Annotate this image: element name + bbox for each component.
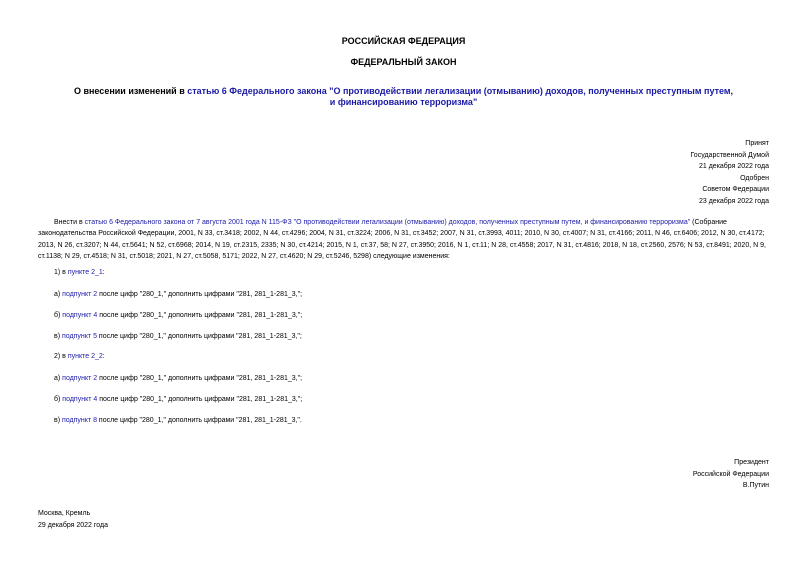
item-2a (54, 375, 302, 382)
adoption-block (690, 138, 769, 207)
item-2c-prefix: в) (54, 417, 62, 424)
item-2b-prefix: б) (54, 396, 63, 403)
item-2c-link[interactable]: подпункт 8 (62, 417, 97, 424)
item-1-prefix: 1) в (54, 269, 68, 276)
item-1b-link[interactable]: подпункт 4 (62, 312, 98, 319)
adopted-by: Государственной Думой (690, 151, 769, 159)
adopted-label: Принят (745, 140, 769, 147)
approved-label: Одобрен (740, 174, 769, 182)
item-2-prefix: 2) в (54, 353, 68, 360)
intro-prefix: Внести в (54, 219, 85, 226)
item-2a-link[interactable]: подпункт 2 (62, 375, 98, 382)
item-2c-text: после цифр "280_1," дополнить цифрами "281, 281_1-281_3,". (96, 417, 302, 424)
item-1c-prefix: в) (54, 333, 62, 340)
item-1a-prefix: а) (54, 291, 63, 298)
signing-date: 29 декабря 2022 года (38, 521, 109, 529)
item-1a-link[interactable]: подпункт 2 (62, 291, 98, 298)
document-type-heading: ФЕДЕРАЛЬНЫЙ ЗАКОН (350, 57, 457, 67)
country-heading: РОССИЙСКАЯ ФЕДЕРАЦИЯ (341, 36, 466, 46)
approved-by: Советом Федерации (702, 186, 769, 193)
law-title (70, 86, 737, 108)
item-1a (54, 291, 302, 298)
item-2b (54, 396, 302, 403)
item-1c-text: после цифр "280_1," дополнить цифрами "281, 281_1-281_3,"; (96, 333, 302, 340)
item-2-link[interactable]: пункте 2_2 (67, 353, 103, 360)
signing-footer (38, 508, 108, 531)
item-1-suffix: : (102, 269, 105, 276)
item-1c (54, 333, 302, 340)
title-article-link[interactable]: статью 6 Федерального закона "О противодействии легализации (отмыванию) доходов, полученных преступным путем, и финансированию терроризма" (187, 86, 734, 107)
item-2b-link[interactable]: подпункт 4 (62, 396, 98, 403)
intro-paragraph (38, 217, 768, 262)
signatory-name: В.Путин (742, 482, 769, 489)
item-2-suffix: : (102, 353, 105, 360)
item-2 (54, 353, 105, 360)
item-2a-text: после цифр "280_1," дополнить цифрами "281, 281_1-281_3,"; (97, 375, 303, 382)
item-2b-text: после цифр "280_1," дополнить цифрами "281, 281_1-281_3,"; (97, 396, 303, 403)
item-1-link[interactable]: пункте 2_1 (67, 269, 103, 276)
title-prefix: О внесении изменений в (73, 86, 188, 96)
item-1c-link[interactable]: подпункт 5 (62, 333, 97, 340)
item-1a-text: после цифр "280_1," дополнить цифрами "281, 281_1-281_3,"; (97, 291, 303, 298)
adopted-date: 21 декабря 2022 года (698, 163, 769, 170)
signature-block (693, 457, 769, 492)
signatory-country: Российской Федерации (692, 470, 769, 478)
intro-citation: (Собрание законодательства Российской Федерации, 2001, N 33, ст.3418; 2002, N 44, ст.4296; 2004, N 31, ст.3224; 2006, N 31, ст.3452; 2007, N 31, ст.3993, 4011; 2010, N 30, ст.4007; N 31, ст.4166; 2011, N 46, ст.6406; 2012, N 30, ст.4172; 2013, N 26, ст.3207; N 44, ст.5641; N 52, ст.6968; 2014, N 19, ст.2315, 2335; N 30, ст.4214; 2015, N 1, ст.37, 58; N 27, ст.3950; 2016, N 1, ст.11; N 28, ст.4558; 2017, N 31, ст.4816; 2018, N 18, ст.2560, 2576; N 53, ст.8491; 2020, N 9, ст.1138; N 29, ст.4518; N 31, ст.5018; 2021, N 27, ст.5058, 5171; 2022, N 27, ст.4620; N 29, ст.5246, 5298) следующие изменения: (38, 219, 766, 260)
signatory-title: Президент (734, 459, 769, 466)
signing-place: Москва, Кремль (38, 510, 91, 517)
item-1b-prefix: б) (54, 312, 63, 319)
item-1b-text: после цифр "280_1," дополнить цифрами "281, 281_1-281_3,"; (97, 312, 303, 319)
item-2a-prefix: а) (54, 375, 63, 382)
item-2c (54, 417, 302, 424)
intro-law-link[interactable]: статью 6 Федерального закона от 7 августа 2001 года N 115-ФЗ "О противодействии легализации (отмыванию) доходов, полученных преступным путем, и финансированию терроризма" (84, 219, 691, 226)
approved-date: 23 декабря 2022 года (698, 197, 769, 205)
item-1b (54, 312, 302, 319)
item-1 (54, 269, 105, 276)
